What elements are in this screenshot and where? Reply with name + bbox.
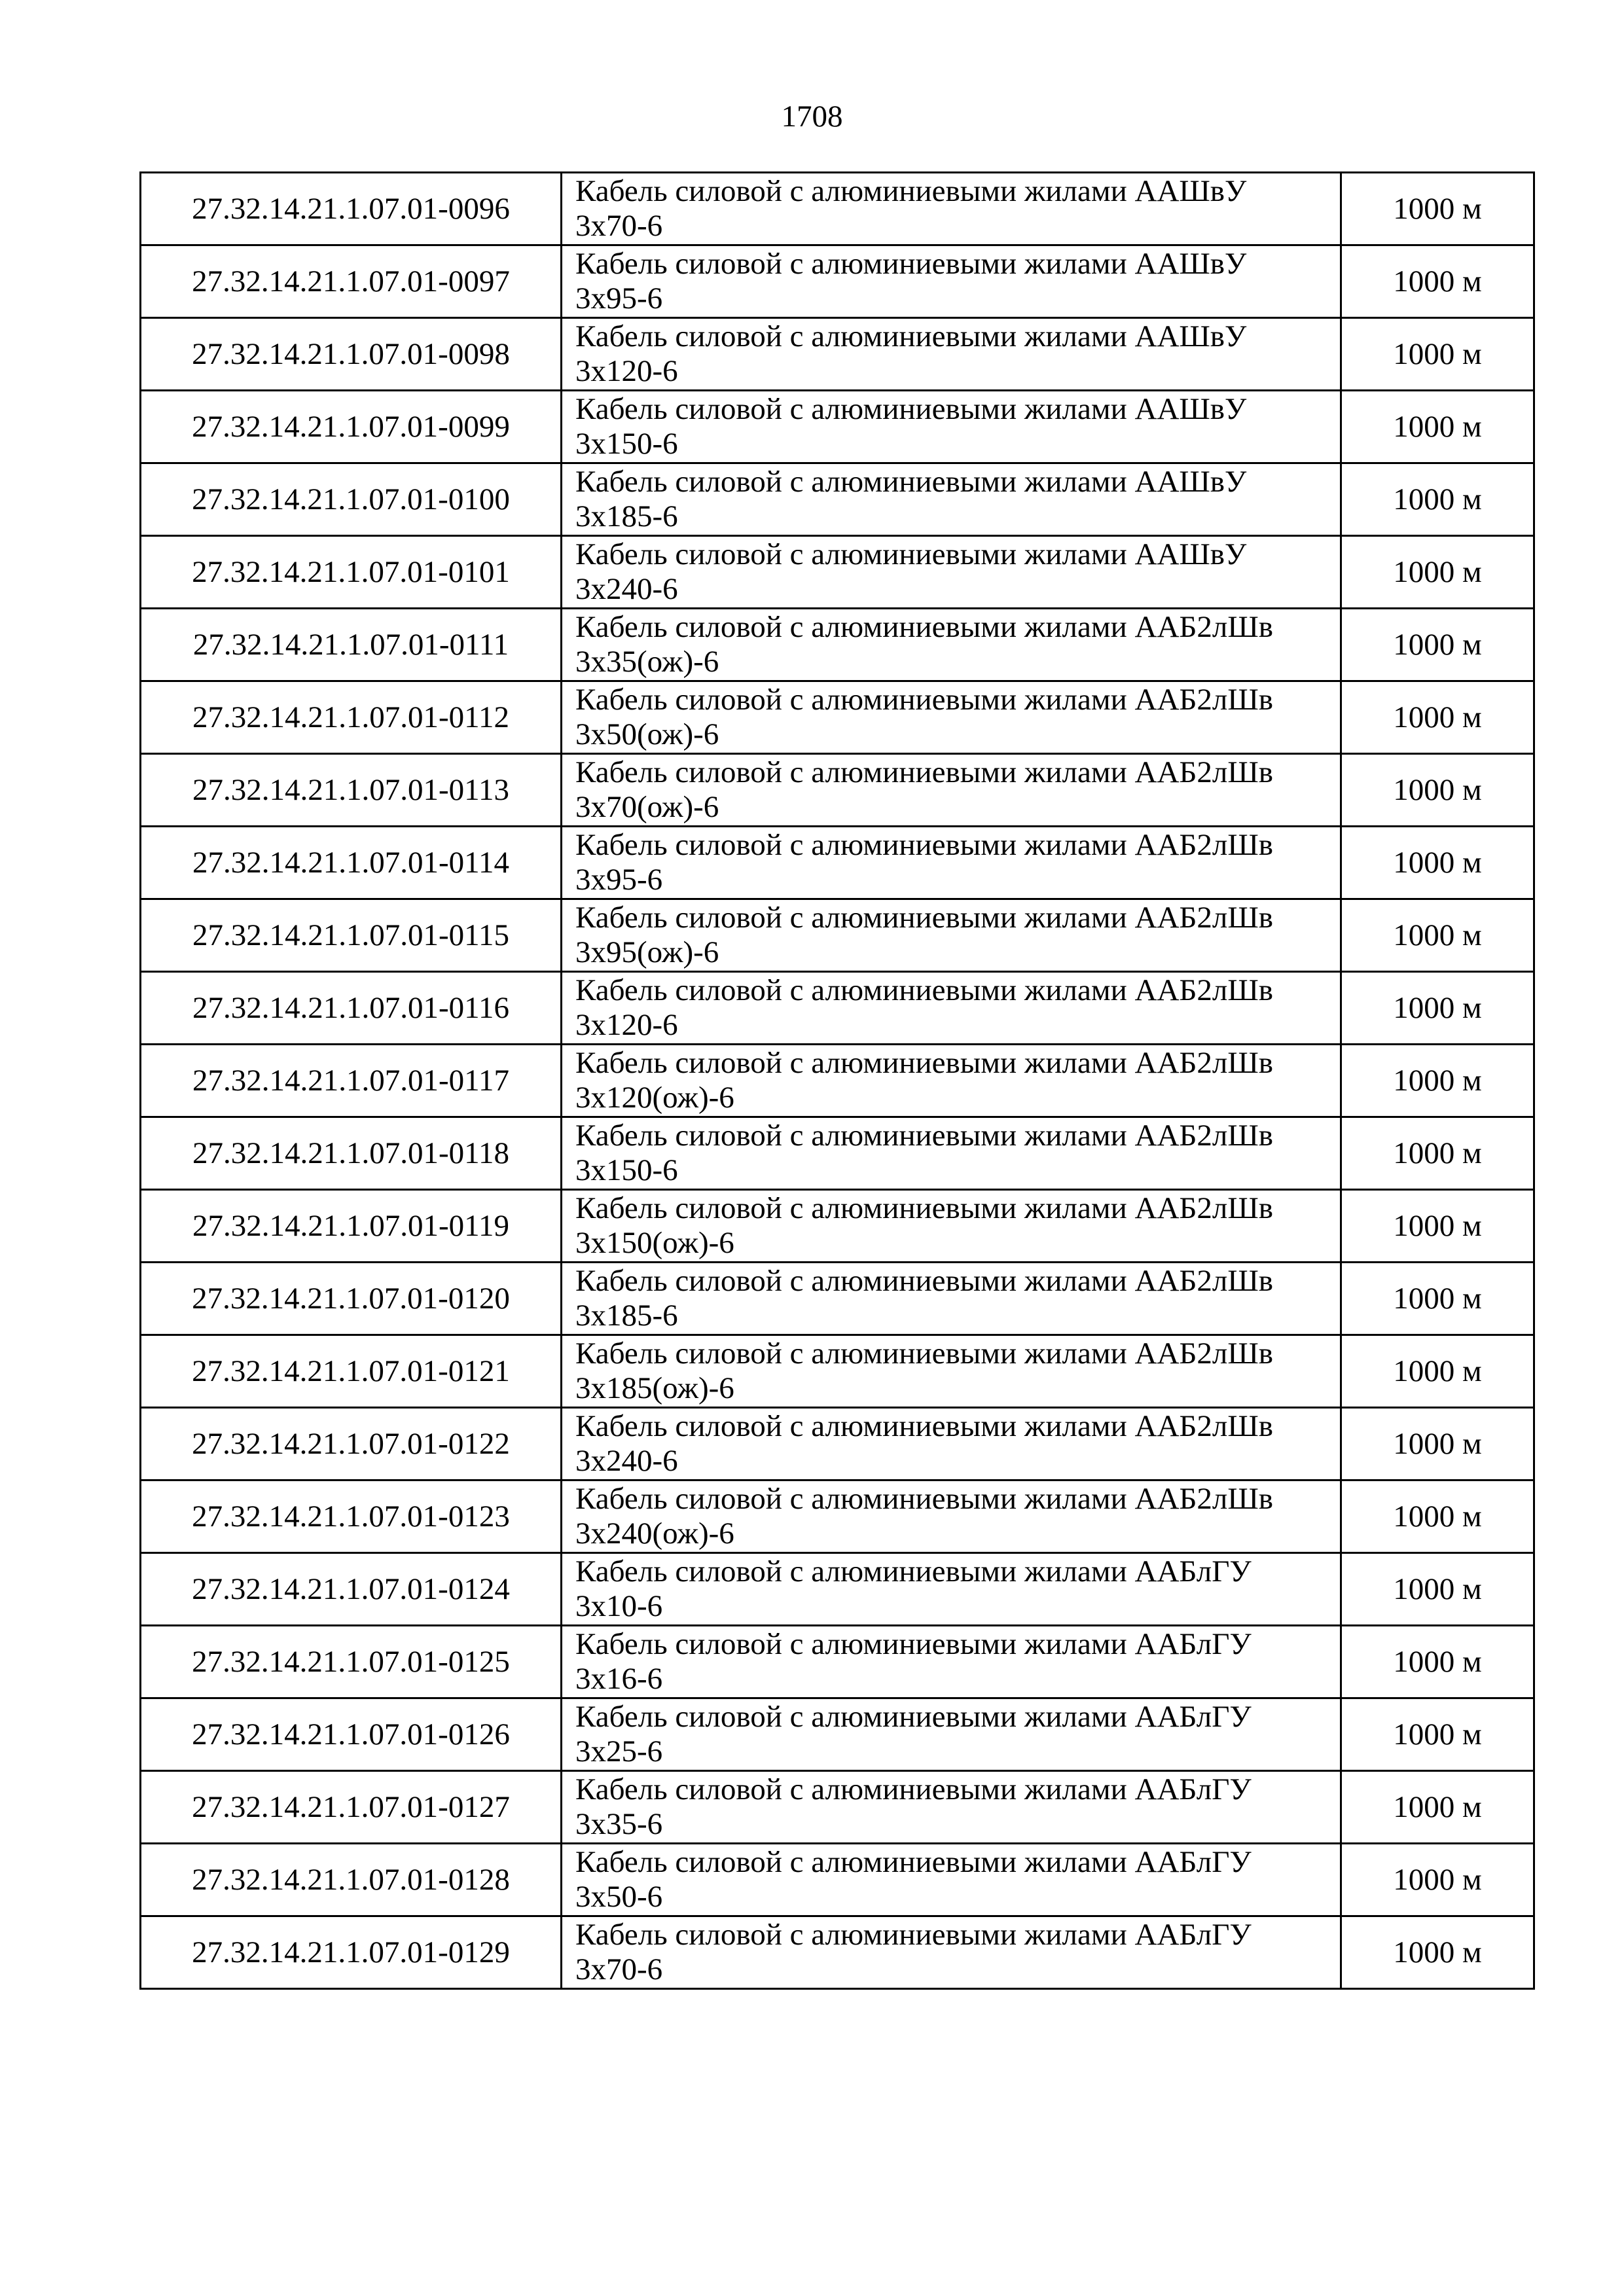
resource-name-line-2: 3х70-6 <box>575 209 663 243</box>
resource-name-cell <box>562 1916 1341 1989</box>
resource-name-cell <box>562 609 1341 681</box>
resource-name-line-1: Кабель силовой с алюминиевыми жилами ААШвУ <box>575 319 1247 353</box>
unit-cell: 1000 м <box>1341 899 1534 972</box>
resource-name-line-2: 3х120-6 <box>575 1008 678 1042</box>
resource-code-cell: 27.32.14.21.1.07.01-0099 <box>141 391 562 463</box>
resource-name-line-1: Кабель силовой с алюминиевыми жилами ААБлГУ <box>575 1918 1252 1952</box>
unit-cell: 1000 м <box>1341 1771 1534 1844</box>
table-row <box>141 1916 1534 1989</box>
resource-name-line-1: Кабель силовой с алюминиевыми жилами ААБ2лШв <box>575 1046 1273 1080</box>
unit-cell: 1000 м <box>1341 1335 1534 1408</box>
resource-name-line-1: Кабель силовой с алюминиевыми жилами ААБ2лШв <box>575 901 1273 935</box>
resource-code-cell: 27.32.14.21.1.07.01-0114 <box>141 827 562 899</box>
unit-cell: 1000 м <box>1341 827 1534 899</box>
resource-name-cell <box>562 1771 1341 1844</box>
table-row <box>141 391 1534 463</box>
resource-code-cell: 27.32.14.21.1.07.01-0098 <box>141 318 562 391</box>
resource-name-line-1: Кабель силовой с алюминиевыми жилами ААБ2лШв <box>575 1336 1273 1371</box>
unit-cell: 1000 м <box>1341 681 1534 754</box>
unit-cell: 1000 м <box>1341 1190 1534 1263</box>
resource-name-line-1: Кабель силовой с алюминиевыми жилами ААБ2лШв <box>575 683 1273 717</box>
unit-cell: 1000 м <box>1341 609 1534 681</box>
resource-name-line-2: 3х240-6 <box>575 572 678 606</box>
resource-name-line-2: 3х35(ож)-6 <box>575 645 719 679</box>
resource-name-line-2: 3х240(ож)-6 <box>575 1516 734 1551</box>
table-row <box>141 1045 1534 1117</box>
unit-cell: 1000 м <box>1341 463 1534 536</box>
resource-code-cell: 27.32.14.21.1.07.01-0122 <box>141 1408 562 1480</box>
table-row <box>141 173 1534 245</box>
table-row <box>141 245 1534 318</box>
resource-name-line-1: Кабель силовой с алюминиевыми жилами ААБ2лШв <box>575 610 1273 644</box>
unit-cell: 1000 м <box>1341 1916 1534 1989</box>
resource-name-line-2: 3х95-6 <box>575 863 663 897</box>
table-row <box>141 1771 1534 1844</box>
resource-code-cell: 27.32.14.21.1.07.01-0100 <box>141 463 562 536</box>
resource-name-cell <box>562 1263 1341 1335</box>
unit-cell: 1000 м <box>1341 1553 1534 1626</box>
resource-code-cell: 27.32.14.21.1.07.01-0127 <box>141 1771 562 1844</box>
resource-name-cell <box>562 1480 1341 1553</box>
table-row <box>141 536 1534 609</box>
resource-code-cell: 27.32.14.21.1.07.01-0116 <box>141 972 562 1045</box>
resource-name-cell <box>562 754 1341 827</box>
resource-name-line-1: Кабель силовой с алюминиевыми жилами ААБлГУ <box>575 1554 1252 1588</box>
unit-cell: 1000 м <box>1341 173 1534 245</box>
resource-name-line-2: 3х50-6 <box>575 1880 663 1914</box>
table-row <box>141 1480 1534 1553</box>
resource-name-line-1: Кабель силовой с алюминиевыми жилами ААБлГУ <box>575 1845 1252 1879</box>
resource-name-line-1: Кабель силовой с алюминиевыми жилами ААБ2лШв <box>575 1119 1273 1153</box>
table-row <box>141 1553 1534 1626</box>
resource-name-line-2: 3х150(ож)-6 <box>575 1226 734 1260</box>
resource-name-line-2: 3х35-6 <box>575 1807 663 1841</box>
resource-name-line-1: Кабель силовой с алюминиевыми жилами ААБ2лШв <box>575 973 1273 1007</box>
resource-name-line-2: 3х70(ож)-6 <box>575 790 719 824</box>
unit-cell: 1000 м <box>1341 1117 1534 1190</box>
unit-cell: 1000 м <box>1341 318 1534 391</box>
resource-name-cell <box>562 1626 1341 1698</box>
resource-name-line-1: Кабель силовой с алюминиевыми жилами ААШвУ <box>575 465 1247 499</box>
resource-name-line-1: Кабель силовой с алюминиевыми жилами ААБлГУ <box>575 1700 1252 1734</box>
resource-code-cell: 27.32.14.21.1.07.01-0123 <box>141 1480 562 1553</box>
table-row <box>141 899 1534 972</box>
resource-name-cell <box>562 827 1341 899</box>
table-row <box>141 1626 1534 1698</box>
resource-name-line-2: 3х120-6 <box>575 354 678 388</box>
resource-name-line-2: 3х150-6 <box>575 1153 678 1187</box>
resource-name-line-2: 3х95(ож)-6 <box>575 935 719 969</box>
table-row <box>141 1844 1534 1916</box>
resource-name-line-1: Кабель силовой с алюминиевыми жилами ААШвУ <box>575 537 1247 571</box>
table-row <box>141 1408 1534 1480</box>
resource-code-cell: 27.32.14.21.1.07.01-0101 <box>141 536 562 609</box>
resource-code-cell: 27.32.14.21.1.07.01-0129 <box>141 1916 562 1989</box>
unit-cell: 1000 м <box>1341 972 1534 1045</box>
resource-name-cell <box>562 681 1341 754</box>
resource-name-line-1: Кабель силовой с алюминиевыми жилами ААБ2лШв <box>575 1264 1273 1298</box>
resource-code-cell: 27.32.14.21.1.07.01-0117 <box>141 1045 562 1117</box>
table-row <box>141 318 1534 391</box>
resource-name-line-2: 3х50(ож)-6 <box>575 717 719 751</box>
resource-name-line-2: 3х240-6 <box>575 1444 678 1478</box>
resource-code-cell: 27.32.14.21.1.07.01-0128 <box>141 1844 562 1916</box>
resource-name-cell <box>562 1408 1341 1480</box>
resource-name-cell <box>562 1190 1341 1263</box>
resource-name-cell <box>562 1117 1341 1190</box>
page-number: 1708 <box>781 99 843 134</box>
resource-name-line-1: Кабель силовой с алюминиевыми жилами ААБлГУ <box>575 1627 1252 1661</box>
unit-cell: 1000 м <box>1341 245 1534 318</box>
resource-code-cell: 27.32.14.21.1.07.01-0124 <box>141 1553 562 1626</box>
table-row <box>141 1698 1534 1771</box>
unit-cell: 1000 м <box>1341 1698 1534 1771</box>
table-row <box>141 1190 1534 1263</box>
resource-code-cell: 27.32.14.21.1.07.01-0113 <box>141 754 562 827</box>
resource-name-cell <box>562 1553 1341 1626</box>
unit-cell: 1000 м <box>1341 1263 1534 1335</box>
resource-name-cell <box>562 391 1341 463</box>
resource-name-line-2: 3х185-6 <box>575 1299 678 1333</box>
resource-name-cell <box>562 1045 1341 1117</box>
unit-cell: 1000 м <box>1341 1045 1534 1117</box>
table-row <box>141 827 1534 899</box>
resource-name-line-1: Кабель силовой с алюминиевыми жилами ААБ2лШв <box>575 1409 1273 1443</box>
table-row <box>141 972 1534 1045</box>
unit-cell: 1000 м <box>1341 1626 1534 1698</box>
resource-code-cell: 27.32.14.21.1.07.01-0112 <box>141 681 562 754</box>
unit-cell: 1000 м <box>1341 391 1534 463</box>
unit-cell: 1000 м <box>1341 1408 1534 1480</box>
unit-cell: 1000 м <box>1341 1844 1534 1916</box>
resource-name-cell <box>562 245 1341 318</box>
resource-name-line-1: Кабель силовой с алюминиевыми жилами ААБ2лШв <box>575 1482 1273 1516</box>
resource-code-cell: 27.32.14.21.1.07.01-0096 <box>141 173 562 245</box>
resource-code-cell: 27.32.14.21.1.07.01-0119 <box>141 1190 562 1263</box>
table-row <box>141 754 1534 827</box>
table-row <box>141 681 1534 754</box>
resource-code-cell: 27.32.14.21.1.07.01-0126 <box>141 1698 562 1771</box>
resource-code-cell: 27.32.14.21.1.07.01-0111 <box>141 609 562 681</box>
resource-code-cell: 27.32.14.21.1.07.01-0097 <box>141 245 562 318</box>
resource-name-cell <box>562 463 1341 536</box>
resource-name-line-1: Кабель силовой с алюминиевыми жилами ААБ2лШв <box>575 1191 1273 1225</box>
resource-name-cell <box>562 173 1341 245</box>
table-row <box>141 1335 1534 1408</box>
resource-name-line-1: Кабель силовой с алюминиевыми жилами ААШвУ <box>575 174 1247 208</box>
resource-name-line-2: 3х10-6 <box>575 1589 663 1623</box>
resource-name-line-2: 3х150-6 <box>575 427 678 461</box>
unit-cell: 1000 м <box>1341 1480 1534 1553</box>
resource-name-cell <box>562 972 1341 1045</box>
table-row <box>141 1263 1534 1335</box>
resource-name-line-1: Кабель силовой с алюминиевыми жилами ААШвУ <box>575 392 1247 426</box>
resource-name-line-1: Кабель силовой с алюминиевыми жилами ААБ2лШв <box>575 755 1273 789</box>
resource-name-cell <box>562 1844 1341 1916</box>
table-row <box>141 463 1534 536</box>
resource-code-cell: 27.32.14.21.1.07.01-0121 <box>141 1335 562 1408</box>
resource-name-line-2: 3х185-6 <box>575 499 678 533</box>
resource-name-line-2: 3х70-6 <box>575 1952 663 1986</box>
resource-name-cell <box>562 1698 1341 1771</box>
resource-name-line-2: 3х25-6 <box>575 1734 663 1768</box>
resource-name-line-1: Кабель силовой с алюминиевыми жилами ААШвУ <box>575 247 1247 281</box>
resource-name-line-2: 3х185(ож)-6 <box>575 1371 734 1405</box>
resource-table <box>139 171 1535 1990</box>
table-row <box>141 609 1534 681</box>
unit-cell: 1000 м <box>1341 536 1534 609</box>
resource-name-cell <box>562 899 1341 972</box>
resource-name-line-2: 3х120(ож)-6 <box>575 1081 734 1115</box>
resource-name-line-1: Кабель силовой с алюминиевыми жилами ААБ2лШв <box>575 828 1273 862</box>
resource-code-cell: 27.32.14.21.1.07.01-0125 <box>141 1626 562 1698</box>
resource-name-line-2: 3х16-6 <box>575 1662 663 1696</box>
table-body <box>141 173 1534 1989</box>
resource-name-line-2: 3х95-6 <box>575 281 663 315</box>
resource-code-cell: 27.32.14.21.1.07.01-0115 <box>141 899 562 972</box>
resource-code-cell: 27.32.14.21.1.07.01-0120 <box>141 1263 562 1335</box>
resource-name-cell <box>562 1335 1341 1408</box>
resource-name-cell <box>562 318 1341 391</box>
resource-name-cell <box>562 536 1341 609</box>
table-row <box>141 1117 1534 1190</box>
resource-code-cell: 27.32.14.21.1.07.01-0118 <box>141 1117 562 1190</box>
unit-cell: 1000 м <box>1341 754 1534 827</box>
resource-name-line-1: Кабель силовой с алюминиевыми жилами ААБлГУ <box>575 1772 1252 1806</box>
